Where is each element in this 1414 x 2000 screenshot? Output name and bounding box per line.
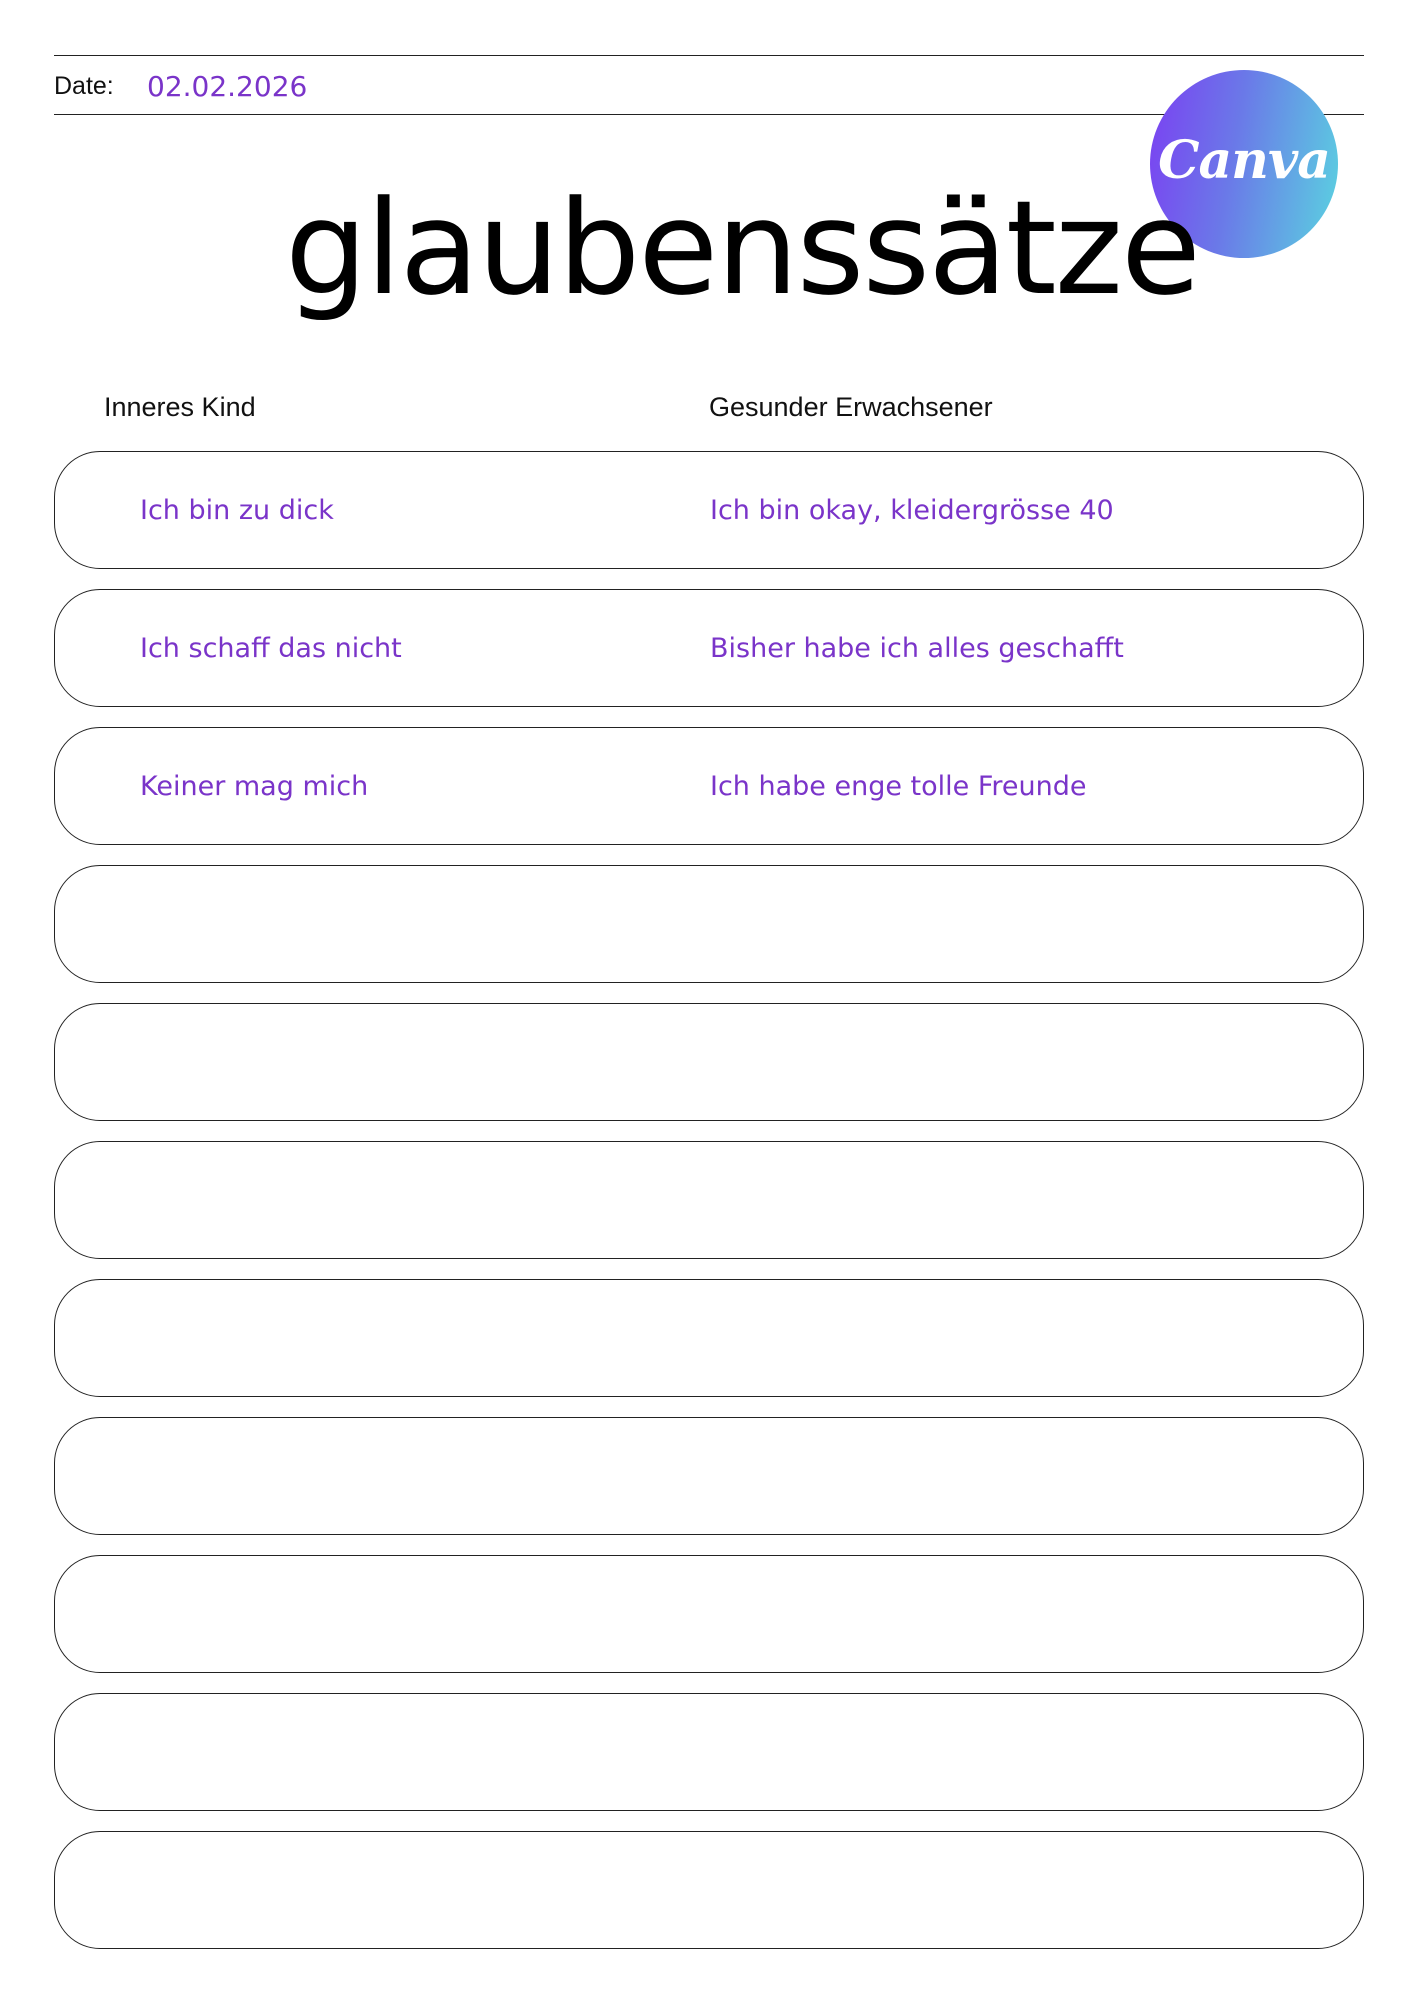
belief-row[interactable] bbox=[54, 1831, 1364, 1949]
belief-row[interactable] bbox=[54, 451, 1364, 569]
belief-row[interactable] bbox=[54, 589, 1364, 707]
page-title: glaubenssätze bbox=[285, 172, 1199, 324]
belief-row[interactable] bbox=[54, 1555, 1364, 1673]
belief-row[interactable] bbox=[54, 1693, 1364, 1811]
belief-row[interactable] bbox=[54, 727, 1364, 845]
healthy-adult-text[interactable]: Ich bin okay, kleidergrösse 40 bbox=[710, 494, 1114, 526]
healthy-adult-text[interactable]: Ich habe enge tolle Freunde bbox=[710, 770, 1087, 802]
belief-row[interactable] bbox=[54, 1003, 1364, 1121]
belief-row[interactable] bbox=[54, 1141, 1364, 1259]
belief-rows bbox=[54, 451, 1364, 1969]
canva-logo-text: Canva bbox=[1158, 129, 1330, 191]
top-rule bbox=[54, 55, 1364, 56]
inner-child-text[interactable]: Ich schaff das nicht bbox=[140, 632, 402, 664]
date-label: Date: bbox=[54, 72, 114, 100]
belief-row[interactable] bbox=[54, 1417, 1364, 1535]
belief-row[interactable] bbox=[54, 1279, 1364, 1397]
inner-child-text[interactable]: Keiner mag mich bbox=[140, 770, 369, 802]
healthy-adult-text[interactable]: Bisher habe ich alles geschafft bbox=[710, 632, 1124, 664]
column-header-healthy-adult: Gesunder Erwachsener bbox=[709, 392, 993, 422]
belief-row[interactable] bbox=[54, 865, 1364, 983]
column-header-inner-child: Inneres Kind bbox=[104, 392, 256, 422]
inner-child-text[interactable]: Ich bin zu dick bbox=[140, 494, 334, 526]
date-value[interactable]: 02.02.2026 bbox=[147, 70, 308, 103]
